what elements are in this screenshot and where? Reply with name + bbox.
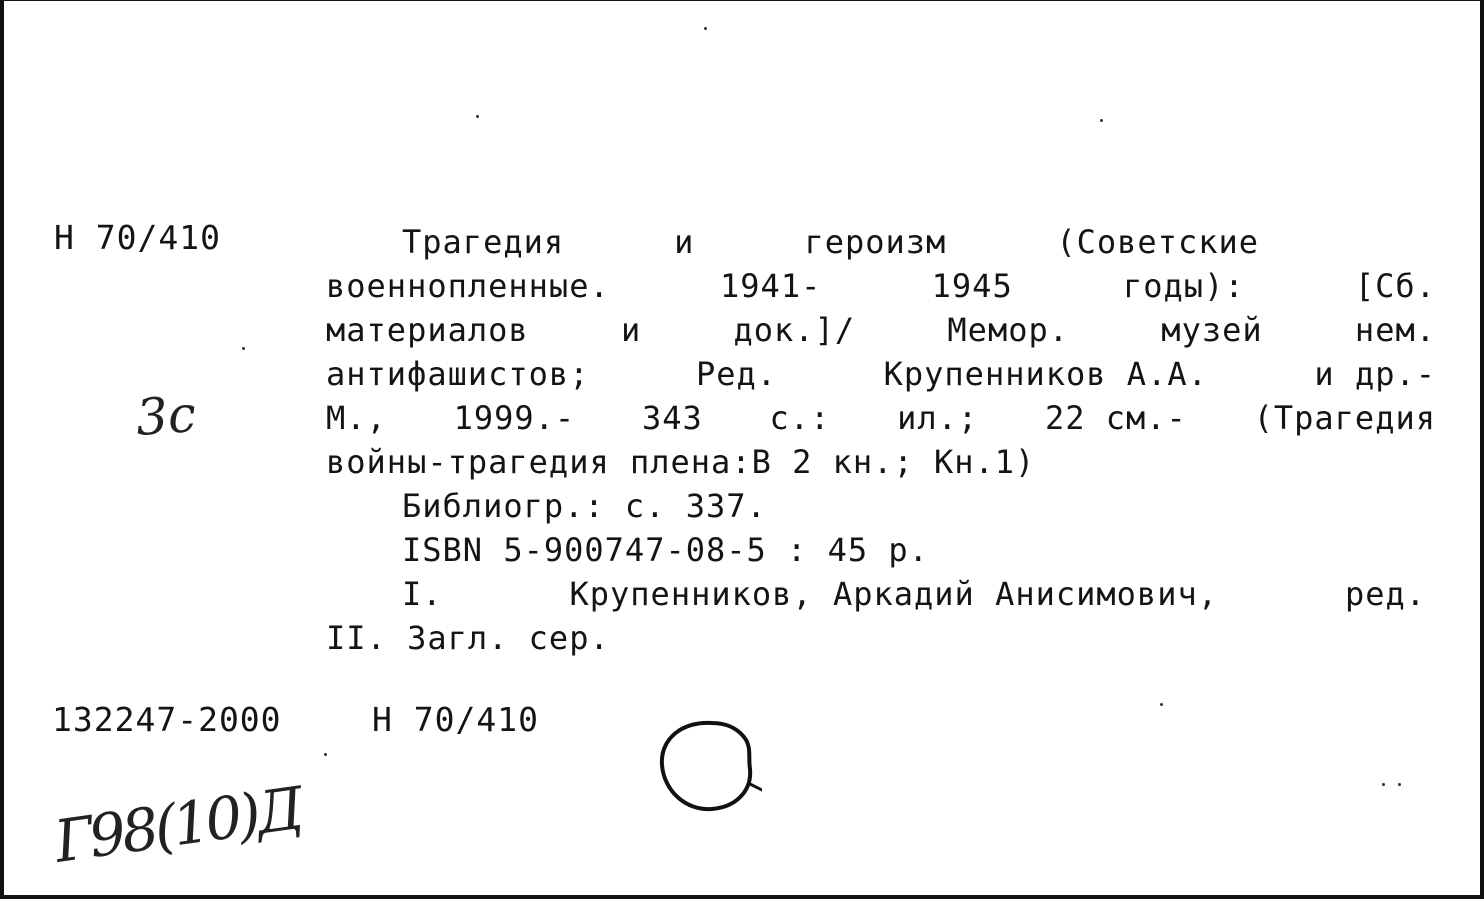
imprint-line [326,399,1436,443]
added-entry-1 [326,575,1426,619]
imprint-word: 1999.- [453,399,576,437]
imprint-word: М., [326,399,387,437]
title-word: (Советские [1056,223,1259,261]
title-word: Мемор. [947,311,1069,349]
title-word: нем. [1354,311,1436,349]
entry-number: I. [402,575,443,613]
handwritten-class-code: Г98(10)Д [50,774,304,876]
handwritten-code: 3с [134,384,198,448]
title-word: [Сб. [1354,267,1436,305]
title-line-1 [326,223,1259,267]
title-word: материалов [326,311,529,349]
bibliography-note: Библиогр.: с. 337. [402,487,767,525]
scan-speck [704,27,707,30]
title-line-3 [326,311,1436,355]
title-line-2 [326,267,1436,311]
shelf-mark-bottom: Н 70/410 [372,700,539,739]
imprint-word: 22 см.- [1044,399,1187,437]
title-word: Крупенников А.А. [883,355,1208,393]
title-word: док.]/ [733,311,856,349]
title-word: и [620,311,642,349]
scan-speck [324,753,327,756]
scan-speck [1382,783,1385,786]
title-word: военнопленные. [326,267,610,305]
isbn-line: ISBN 5-900747-08-5 : 45 р. [402,531,929,569]
title-word: годы): [1123,267,1245,305]
title-word: героизм [804,223,947,261]
title-word: 1945 [931,267,1013,305]
title-word: музей [1161,311,1263,349]
added-entry-2: II. Загл. сер. [326,619,610,657]
title-word: 1941- [720,267,822,305]
scan-speck [1160,703,1163,706]
bibliographic-description [326,223,1436,663]
scan-speck [1100,119,1103,122]
entry-name: Крупенников, Аркадий Анисимович, [569,575,1218,613]
imprint-word: (Трагедия [1253,399,1436,437]
accession-number: 132247-2000 [52,700,282,739]
title-word: и [674,223,695,261]
title-line-4 [326,355,1436,399]
imprint-word: ил.; [897,399,979,437]
hand-drawn-circle-mark [652,717,762,817]
series-line: войны-трагедия плена:В 2 кн.; Кн.1) [326,443,1036,481]
scan-speck [476,115,479,118]
title-word: антифашистов; [326,355,590,393]
scan-speck [1398,783,1401,786]
shelf-mark-top: Н 70/410 [54,218,221,257]
entry-role: ред. [1344,575,1426,613]
title-word: Ред. [696,355,778,393]
imprint-word: с.: [769,399,831,437]
title-word: и др.- [1314,355,1436,393]
title-word: Трагедия [402,223,565,261]
imprint-word: 343 [641,399,703,437]
scan-speck [242,347,245,350]
